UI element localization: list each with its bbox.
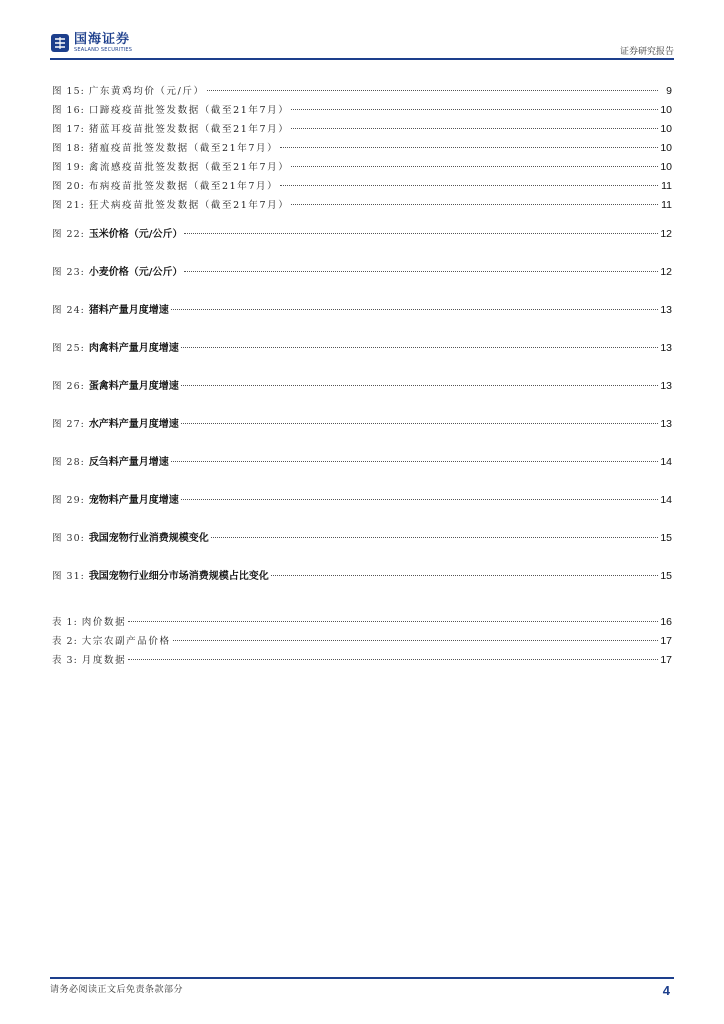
toc-leader-dots bbox=[171, 461, 658, 462]
toc-entry-label: 图 25: bbox=[52, 343, 85, 354]
toc-entry-title: 禽流感疫苗批签发数据（截至21年7月） bbox=[88, 162, 290, 173]
toc-entry-label: 图 15: bbox=[52, 86, 85, 97]
toc-entry[interactable] bbox=[52, 569, 672, 583]
toc-entry-page: 10 bbox=[660, 142, 672, 154]
logo-english-name: SEALAND SECURITIES bbox=[74, 47, 133, 53]
toc-entry[interactable] bbox=[52, 265, 672, 279]
toc-entry-title: 肉禽料产量月度增速 bbox=[88, 343, 179, 354]
toc-entry-label: 图 23: bbox=[52, 267, 85, 278]
toc-entry-title: 狂犬病疫苗批签发数据（截至21年7月） bbox=[88, 200, 290, 211]
toc-leader-dots bbox=[181, 385, 658, 386]
toc-entry-label: 图 19: bbox=[52, 162, 85, 173]
toc-leader-dots bbox=[181, 423, 658, 424]
toc-leader-dots bbox=[291, 204, 658, 205]
toc-entry-label: 图 31: bbox=[52, 571, 85, 582]
toc-leader-dots bbox=[280, 185, 658, 186]
toc-entry[interactable] bbox=[52, 653, 672, 667]
toc-entry-label: 图 16: bbox=[52, 105, 85, 116]
toc-entry-title: 猪瘟疫苗批签发数据（截至21年7月） bbox=[88, 143, 279, 154]
toc-entry-title: 水产料产量月度增速 bbox=[88, 419, 179, 430]
toc-leader-dots bbox=[280, 147, 658, 148]
toc-entry-page: 15 bbox=[660, 532, 672, 544]
toc-entry-title: 宠物料产量月度增速 bbox=[88, 495, 179, 506]
toc-entry[interactable] bbox=[52, 227, 672, 241]
toc-entry-page: 16 bbox=[660, 616, 672, 628]
toc-entry-page: 12 bbox=[660, 266, 672, 278]
report-type: 证券研究报告 bbox=[619, 47, 674, 57]
toc-entry-label: 图 17: bbox=[52, 124, 85, 135]
toc-entry-label: 图 30: bbox=[52, 533, 85, 544]
page-header bbox=[50, 30, 674, 58]
toc-entry[interactable] bbox=[52, 634, 672, 648]
toc-entry-page: 10 bbox=[660, 104, 672, 116]
toc-entry-title: 蛋禽料产量月度增速 bbox=[88, 381, 179, 392]
toc-entry[interactable] bbox=[52, 417, 672, 431]
sealand-logo-icon bbox=[50, 33, 70, 53]
toc-leader-dots bbox=[211, 537, 658, 538]
toc-entry-page: 15 bbox=[660, 570, 672, 582]
toc-leader-dots bbox=[291, 128, 658, 129]
toc-entry-title: 我国宠物行业消费规模变化 bbox=[88, 533, 209, 544]
toc-entry-label: 图 21: bbox=[52, 200, 85, 211]
toc-entry[interactable] bbox=[52, 160, 672, 174]
toc-entry-title: 布病疫苗批签发数据（截至21年7月） bbox=[88, 181, 279, 192]
toc-entry[interactable] bbox=[52, 341, 672, 355]
toc-entry-page: 9 bbox=[666, 85, 672, 97]
toc-entry[interactable] bbox=[52, 493, 672, 507]
toc-entry-label: 图 24: bbox=[52, 305, 85, 316]
toc-leader-dots bbox=[181, 347, 658, 348]
toc-leader-dots bbox=[291, 166, 658, 167]
toc-leader-dots bbox=[207, 90, 658, 91]
toc-entry-title: 广东黄鸡均价（元/斤） bbox=[88, 86, 205, 97]
toc-entry[interactable] bbox=[52, 531, 672, 545]
toc-entry-title: 大宗农副产品价格 bbox=[81, 636, 171, 647]
toc-entry-label: 表 3: bbox=[52, 655, 78, 666]
toc-entry-label: 图 26: bbox=[52, 381, 85, 392]
toc-entry-label: 表 1: bbox=[52, 617, 78, 628]
toc-entry-page: 17 bbox=[660, 654, 672, 666]
toc-entry-page: 14 bbox=[660, 456, 672, 468]
toc-entry-label: 图 20: bbox=[52, 181, 85, 192]
toc-entry-page: 10 bbox=[660, 123, 672, 135]
company-logo bbox=[50, 30, 132, 56]
toc-entry-title: 玉米价格（元/公斤） bbox=[88, 229, 183, 240]
toc-leader-dots bbox=[173, 640, 658, 641]
toc-leader-dots bbox=[128, 659, 658, 660]
toc-entry-label: 表 2: bbox=[52, 636, 78, 647]
toc-entry[interactable] bbox=[52, 84, 672, 98]
toc-entry-page: 11 bbox=[661, 199, 672, 211]
toc-entry-label: 图 22: bbox=[52, 229, 85, 240]
toc-entry[interactable] bbox=[52, 122, 672, 136]
toc-entry-page: 14 bbox=[660, 494, 672, 506]
toc-entry[interactable] bbox=[52, 198, 672, 212]
toc-entry-page: 13 bbox=[660, 418, 672, 430]
toc-entry-title: 反刍料产量月增速 bbox=[88, 457, 169, 468]
toc-leader-dots bbox=[271, 575, 658, 576]
toc-entry-label: 图 27: bbox=[52, 419, 85, 430]
toc-entry-label: 图 18: bbox=[52, 143, 85, 154]
toc-entry-title: 月度数据 bbox=[81, 655, 127, 666]
page-number: 4 bbox=[662, 983, 670, 998]
toc-leader-dots bbox=[184, 233, 658, 234]
toc-leader-dots bbox=[171, 309, 658, 310]
toc-entry-page: 13 bbox=[660, 342, 672, 354]
toc-entry-title: 口蹄疫疫苗批签发数据（截至21年7月） bbox=[88, 105, 290, 116]
toc-entry[interactable] bbox=[52, 615, 672, 629]
toc-entry[interactable] bbox=[52, 379, 672, 393]
disclaimer-note: 请务必阅读正文后免责条款部分 bbox=[50, 985, 184, 995]
toc-entry-title: 猪蓝耳疫苗批签发数据（截至21年7月） bbox=[88, 124, 290, 135]
toc-entry[interactable] bbox=[52, 455, 672, 469]
toc-entry[interactable] bbox=[52, 179, 672, 193]
toc-entry-page: 13 bbox=[660, 380, 672, 392]
footer-divider bbox=[50, 977, 674, 979]
toc-entry-page: 11 bbox=[661, 180, 672, 192]
toc-leader-dots bbox=[184, 271, 658, 272]
toc-entry[interactable] bbox=[52, 103, 672, 117]
toc-entry-title: 我国宠物行业细分市场消费规模占比变化 bbox=[88, 571, 269, 582]
toc-entry-label: 图 29: bbox=[52, 495, 85, 506]
toc-leader-dots bbox=[291, 109, 658, 110]
logo-chinese-name: 国海证券 bbox=[74, 32, 131, 47]
toc-entry-title: 小麦价格（元/公斤） bbox=[88, 267, 183, 278]
toc-entry-title: 猪料产量月度增速 bbox=[88, 305, 169, 316]
toc-entry-page: 13 bbox=[660, 304, 672, 316]
header-divider bbox=[50, 58, 674, 60]
toc-entry-title: 肉价数据 bbox=[81, 617, 127, 628]
toc-entry[interactable] bbox=[52, 303, 672, 317]
toc-entry[interactable] bbox=[52, 141, 672, 155]
toc-entry-page: 12 bbox=[660, 228, 672, 240]
toc-entry-label: 图 28: bbox=[52, 457, 85, 468]
toc-entry-page: 17 bbox=[660, 635, 672, 647]
toc-entry-page: 10 bbox=[660, 161, 672, 173]
toc-leader-dots bbox=[181, 499, 658, 500]
toc-leader-dots bbox=[128, 621, 658, 622]
